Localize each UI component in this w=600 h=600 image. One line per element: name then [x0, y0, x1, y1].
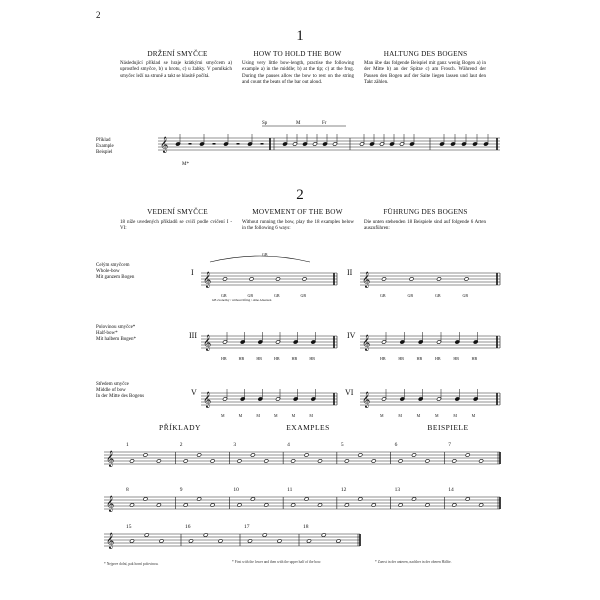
s1-rest: [213, 143, 216, 145]
example-note: [307, 539, 312, 543]
examples-heading-de: BEISPIELE: [427, 423, 469, 432]
section-2-heading-cz: VEDENÍ SMYČCE: [147, 208, 208, 216]
example-number: 5: [340, 442, 344, 448]
example-note: [425, 459, 430, 463]
example-number: 18: [303, 524, 309, 530]
s2-staff-0-0-mark: GB: [247, 293, 254, 298]
s1-note: [370, 142, 375, 146]
section-1-heading-en: HOW TO HOLD THE BOW: [253, 50, 342, 58]
example-note: [203, 533, 208, 537]
s1-mark-fr: Fr: [322, 121, 327, 126]
section-2-text-cz: 18 níže uvedených příkladů se cvičí podle cvičení I - VI:: [120, 220, 232, 232]
example-note: [291, 503, 296, 507]
example-note: [210, 503, 215, 507]
example-note: [250, 453, 255, 457]
example-number: 9: [179, 487, 183, 493]
s2-small-note: GB zvonečky / without lifting / ohne Absetzen: [212, 298, 272, 302]
s1-note: [323, 142, 328, 146]
s2-staff-1-1-note: [455, 340, 460, 344]
example-number: 3: [233, 442, 237, 448]
s2-staff-1-0-mark: HB: [274, 356, 280, 361]
example-label-en: Example: [96, 144, 114, 150]
example-number: 1: [126, 442, 129, 448]
footnote-cz: * Nejprve dolní, pak horní polovinou.: [104, 562, 159, 566]
roman-I: I: [191, 268, 194, 277]
s2-staff-2-0-mark: M: [309, 413, 313, 418]
s2-slur: [210, 256, 310, 262]
section-2-heading-de: FÜHRUNG DES BOGENS: [383, 208, 468, 216]
s1-note: [400, 142, 405, 146]
s2-staff-1-0-mark: HB: [309, 356, 315, 361]
example-note: [210, 459, 215, 463]
s2-staff-1-0-note: [276, 340, 281, 344]
s1-note: [360, 142, 365, 146]
example-number: 6: [394, 442, 398, 448]
s2-staff-2-0-clef: 𝄞: [203, 393, 212, 408]
example-note: [156, 503, 161, 507]
example-note: [197, 497, 202, 501]
example-note: [277, 539, 282, 543]
s1-note: [303, 142, 308, 146]
group-label-middle-en: Middle of bow: [96, 388, 126, 394]
s1-note: [390, 142, 395, 146]
examples-heading-en: EXAMPLES: [286, 423, 330, 432]
example-note: [237, 503, 242, 507]
example-note: [143, 453, 148, 457]
s2-staff-2-1-mark: M: [471, 413, 476, 418]
section-2-text-en: Without running the bow, play the 18 examples below in the following 6 ways:: [242, 220, 354, 232]
example-note: [452, 459, 457, 463]
s1-note: [380, 142, 385, 146]
roman-IV: IV: [347, 331, 356, 340]
example-note: [130, 539, 135, 543]
section-1-text-cz: Následující příklad se hraje krátkými smyčcem a) uprostřed smyčce, b) u hrotu, c) u žabky. V pomlkách smyčec leží na struně a takt se hlasitě počítá.: [120, 61, 232, 79]
s2-staff-0-1-note: [382, 277, 387, 281]
example-note: [371, 459, 376, 463]
s2-staff-0-1-note: [409, 277, 414, 281]
s2-staff-0-0-note: [302, 277, 307, 281]
example-note: [237, 459, 242, 463]
section-1-heading-de: HALTUNG DES BOGENS: [383, 50, 468, 58]
section-1-text-en: Using very little bow-length, practise the following example a) in the middle; b) at the tip; c) at the frog. During the pauses allow the bow to rest on the string and count the beats of the bar out aloud.: [242, 61, 354, 86]
example-note: [183, 459, 188, 463]
example-note: [291, 459, 296, 463]
s1-rest: [189, 143, 192, 145]
example-note: [344, 459, 349, 463]
example-note: [452, 503, 457, 507]
example-label-de: Beispiel: [96, 150, 113, 156]
s2-staff-0-0-note: [249, 277, 254, 281]
s2-staff-0-0-mark: GB: [274, 293, 280, 298]
ex-staff-2-clef: 𝄞: [106, 534, 115, 549]
s2-staff-2-1-mark: M: [398, 413, 402, 418]
s2-staff-2-0-note: [276, 397, 281, 401]
s2-staff-0-0-clef: 𝄞: [203, 273, 212, 288]
example-note: [479, 459, 484, 463]
example-number: 13: [394, 487, 401, 493]
section-2-number: 2: [296, 187, 304, 203]
s2-staff-1-1-clef: 𝄞: [362, 336, 371, 351]
s1-note: [451, 142, 456, 146]
example-note: [358, 497, 363, 501]
example-note: [218, 539, 223, 543]
s2-staff-1-0-mark: HB: [221, 356, 227, 361]
example-note: [143, 497, 148, 501]
example-note: [264, 459, 269, 463]
example-note: [144, 533, 149, 537]
example-note: [371, 503, 376, 507]
example-note: [358, 453, 363, 457]
s2-staff-1-0-mark: HB: [291, 356, 298, 361]
s1-mark-m: M: [296, 121, 301, 126]
s2-staff-2-0-note: [293, 397, 298, 401]
s2-staff-1-1-note: [473, 340, 478, 344]
s2-staff-2-1-mark: M: [435, 413, 439, 418]
s1-note: [484, 142, 489, 146]
example-note: [130, 459, 135, 463]
s2-staff-1-0-note: [258, 340, 263, 344]
example-number: 4: [287, 442, 290, 448]
example-note: [304, 453, 309, 457]
s2-staff-1-0-note: [311, 340, 316, 344]
example-note: [248, 539, 253, 543]
example-note: [479, 503, 484, 507]
s2-staff-1-1-note: [418, 340, 423, 344]
s2-staff-2-1-mark: M: [453, 413, 457, 418]
s2-staff-1-1-mark: HB: [416, 356, 423, 361]
example-note: [197, 453, 202, 457]
s1-note: [283, 142, 288, 146]
example-note: [465, 453, 470, 457]
section-1-heading-cz: DRŽENÍ SMYČCE: [147, 50, 208, 58]
footnote-en: * First with the lower and then with the upper half of the bow.: [232, 560, 322, 564]
example-number: 8: [126, 487, 129, 493]
s2-staff-1-0-note: [223, 340, 228, 344]
s2-staff-2-1-note: [437, 397, 442, 401]
roman-VI: VI: [345, 388, 354, 397]
s2-staff-2-1-note: [455, 397, 460, 401]
s2-mark-gb-top: GB: [262, 252, 268, 257]
roman-V: V: [191, 388, 197, 397]
s1-note: [248, 142, 253, 146]
example-note: [425, 503, 430, 507]
example-note: [318, 503, 323, 507]
s2-staff-0-0-mark: GB: [300, 293, 307, 298]
s1-note: [200, 142, 205, 146]
example-note: [304, 497, 309, 501]
s2-staff-2-1-note: [382, 397, 387, 401]
example-number: 7: [448, 442, 452, 448]
s2-staff-2-0-note: [258, 397, 263, 401]
group-label-middle-de: In der Mitte des Bogens: [96, 394, 145, 400]
s2-staff-2-0-mark: M: [274, 413, 278, 418]
s2-staff-1-0-mark: HB: [238, 356, 245, 361]
s2-staff-2-0-note: [223, 397, 228, 401]
s1-note: [176, 142, 181, 146]
example-number: 2: [179, 442, 183, 448]
s2-staff-1-0-mark: HB: [256, 356, 262, 361]
s2-staff-2-0-mark: M: [291, 413, 296, 418]
roman-III: III: [189, 331, 197, 340]
example-number: 12: [340, 487, 347, 493]
example-number: 15: [126, 524, 132, 530]
group-label-half-cz: Polovinou smyčce*: [96, 325, 136, 330]
section-2-heading-en: MOVEMENT OF THE BOW: [252, 208, 343, 216]
s2-staff-1-1-mark: HB: [471, 356, 478, 361]
example-note: [465, 497, 470, 501]
example-number: 10: [233, 487, 239, 493]
s1-note: [333, 142, 338, 146]
example-note: [412, 497, 417, 501]
s1-mark-m2: M*: [182, 162, 189, 167]
s1-note: [462, 142, 467, 146]
s2-staff-0-1-mark: GB: [407, 293, 414, 298]
s2-staff-2-0-mark: M: [238, 413, 243, 418]
examples-heading-cz: PŘÍKLADY: [159, 423, 201, 432]
example-number: 14: [448, 487, 454, 493]
s2-staff-0-0-note: [223, 277, 228, 281]
group-label-half-de: Mit halbem Bogen*: [96, 337, 136, 343]
s2-staff-2-1-note: [400, 397, 405, 401]
example-note: [318, 459, 323, 463]
example-note: [189, 539, 194, 543]
s2-staff-1-1-mark: HB: [398, 356, 404, 361]
example-note: [262, 533, 267, 537]
section-1-text-de: Man übe das folgende Beispiel mit ganz wenig Bogen a) in der Mitte b) an der Spitze c) am Frosch. Während der Pausen den Bogen auf der Saite liegen lassen und laut den Takt zählen.: [364, 61, 486, 86]
s2-staff-2-1-note: [473, 397, 478, 401]
example-note: [130, 503, 135, 507]
s2-staff-1-0-note: [240, 340, 245, 344]
ex-staff-0-clef: 𝄞: [106, 452, 115, 467]
example-note: [398, 503, 403, 507]
s2-staff-1-1-note: [437, 340, 442, 344]
s1-note: [224, 142, 229, 146]
example-note: [159, 539, 164, 543]
s2-staff-2-1-mark: M: [416, 413, 421, 418]
page-number: 2: [96, 10, 101, 20]
example-note: [183, 503, 188, 507]
s1-note: [473, 142, 478, 146]
ex-staff-1-clef: 𝄞: [106, 497, 115, 512]
s1-note: [293, 142, 298, 146]
staff-s1-clef: 𝄞: [160, 138, 169, 153]
s1-rest: [237, 143, 240, 145]
s2-staff-2-0-mark: M: [221, 413, 225, 418]
s2-staff-1-1-mark: HB: [380, 356, 386, 361]
example-note: [321, 533, 326, 537]
s2-staff-0-0-mark: GB: [221, 293, 227, 298]
section-2-text-de: Die unten stehenden 18 Beispiele sind auf folgende 6 Arten auszuführen:: [364, 220, 486, 232]
group-label-whole-cz: Celým smyčcem: [96, 263, 130, 268]
s2-staff-2-0-note: [311, 397, 316, 401]
s2-staff-0-1-mark: GB: [435, 293, 441, 298]
s2-staff-2-1-mark: M: [380, 413, 384, 418]
s2-staff-0-1-note: [437, 277, 442, 281]
example-note: [264, 503, 269, 507]
s2-staff-0-0-note: [276, 277, 281, 281]
s2-staff-2-1-note: [418, 397, 423, 401]
s2-staff-2-0-note: [240, 397, 245, 401]
example-note: [344, 503, 349, 507]
group-label-middle-cz: Středem smyčce: [96, 382, 129, 387]
example-number: 16: [185, 524, 191, 530]
footnote-de: * Zuerst in der unteren, nachher in der oberen Hälfte.: [375, 560, 452, 564]
group-label-half-en: Half-bow*: [96, 331, 118, 337]
s1-mark-sp: Sp: [262, 121, 268, 126]
s2-staff-1-0-clef: 𝄞: [203, 336, 212, 351]
example-note: [250, 497, 255, 501]
example-note: [412, 453, 417, 457]
section-1-number: 1: [296, 28, 304, 44]
s2-staff-1-1-mark: HB: [435, 356, 441, 361]
example-note: [398, 459, 403, 463]
example-note: [336, 539, 341, 543]
group-label-whole-en: Whole-bow: [96, 269, 120, 275]
s1-note: [410, 142, 415, 146]
roman-II: II: [347, 268, 353, 277]
s2-staff-0-1-clef: 𝄞: [362, 273, 371, 288]
s2-staff-0-1-mark: GB: [462, 293, 469, 298]
s2-staff-2-0-mark: M: [256, 413, 260, 418]
s2-staff-0-1-mark: GB: [380, 293, 386, 298]
s2-staff-0-1-note: [464, 277, 469, 281]
example-number: 11: [287, 487, 293, 493]
group-label-whole-de: Mit ganzem Bogen: [96, 275, 135, 281]
s1-note: [440, 142, 445, 146]
s2-staff-1-1-mark: HB: [453, 356, 459, 361]
s2-staff-1-1-note: [382, 340, 387, 344]
example-label-cz: Příklad: [96, 138, 111, 143]
s1-rest: [261, 143, 264, 145]
s2-staff-1-0-note: [293, 340, 298, 344]
s2-staff-1-1-note: [400, 340, 405, 344]
s2-staff-2-1-clef: 𝄞: [362, 393, 371, 408]
example-note: [156, 459, 161, 463]
example-number: 17: [244, 524, 250, 530]
s1-note: [313, 142, 318, 146]
